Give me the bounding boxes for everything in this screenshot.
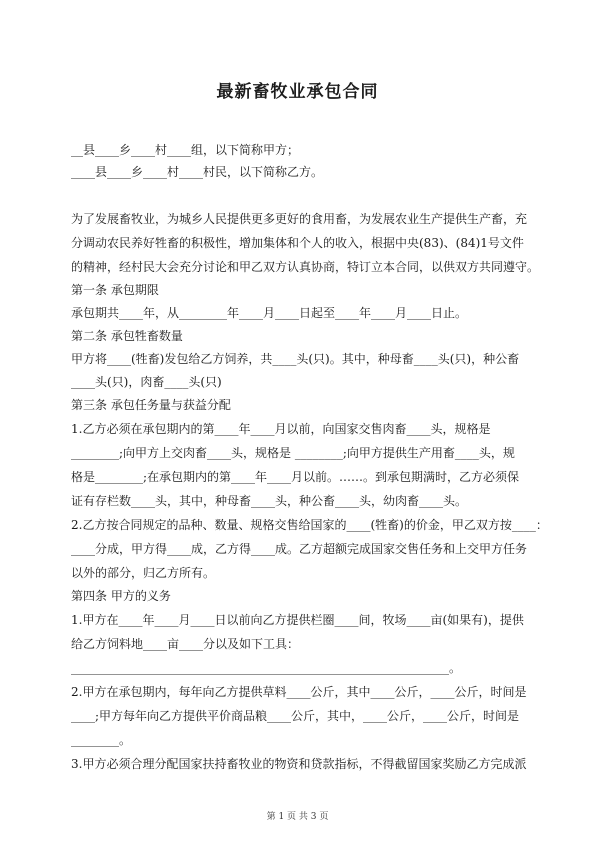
- article-text-line: 1.甲方在____年____月____日以前向乙方提供栏圈____间，牧场____亩(如果有)，提供: [71, 613, 524, 627]
- article-text-line: 3.甲方必须合理分配国家扶持畜牧业的物资和贷款指标，不得截留国家奖励乙方完成派: [71, 757, 527, 771]
- page-number-footer: 第 1 页 共 3 页: [266, 812, 329, 822]
- article-text-line: 甲方将____(牲畜)发包给乙方饲养，共____头(只)。其中，种母畜____头(只)，种公畜: [71, 352, 520, 366]
- article-text-line: ____头(只)，肉畜____头(只): [71, 375, 222, 389]
- article-text-line: 给乙方饲料地____亩____分以及如下工具：: [71, 637, 300, 651]
- article-text-line: 承包期共____年，从________年____月____日起至____年____月____日止。: [71, 306, 468, 320]
- article-heading: 第一条 承包期限: [71, 283, 159, 297]
- party-b-line: ____县____乡____村____村民，以下简称乙方。: [71, 165, 324, 179]
- tools-blank-line: _______________________________________________________________。: [71, 661, 462, 675]
- article-heading: 第二条 承包牲畜数量: [71, 329, 183, 343]
- party-a-line: __县____乡____村____组，以下简称甲方；: [71, 143, 300, 157]
- article-text-line: 1.乙方必须在承包期内的第____年____月以前，向国家交售肉畜____头，规格是: [71, 422, 491, 436]
- article-heading: 第四条 甲方的义务: [71, 589, 171, 603]
- article-text-line: 证有存栏数____头，其中，种母畜____头，种公畜____头，幼肉畜____头。: [71, 494, 468, 508]
- article-heading: 第三条 承包任务量与获益分配: [71, 398, 231, 412]
- article-text-line: 以外的部分，归乙方所有。: [71, 566, 216, 580]
- article-text-line: ________。: [71, 733, 132, 747]
- document-title: 最新畜牧业承包合同: [216, 82, 379, 102]
- article-text-line: ____分成，甲方得____成，乙方得____成。乙方超额完成国家交售任务和上交甲方任务: [71, 542, 528, 556]
- preamble-line: 的精神，经村民大会充分讨论和甲乙双方认真协商，特订立本合同，以供双方共同遵守。: [71, 260, 540, 274]
- article-text-line: ____;甲方每年向乙方提供平价商品粮____公斤，其中，____公斤，____公斤，时间是: [71, 709, 520, 723]
- article-text-line: 2.甲方在承包期内，每年向乙方提供草料____公斤，其中____公斤，____公斤，时间是: [71, 685, 527, 699]
- article-text-line: 格是________;在承包期内的第____年____月以前。……。到承包期满时，乙方必须保: [71, 470, 520, 484]
- preamble-line: 为了发展畜牧业，为城乡人民提供更多更好的食用畜，为发展农业生产提供生产畜，充: [71, 212, 528, 226]
- article-text-line: ________;向甲方上交肉畜____头，规格是 ________;向甲方提供生产用畜____头，规: [71, 446, 515, 460]
- preamble-line: 分调动农民养好牲畜的积极性，增加集体和个人的收入，根据中央(83)、(84)1号文件: [71, 236, 524, 250]
- article-text-line: 2.乙方按合同规定的品种、数量、规格交售给国家的____(牲畜)的价金，甲乙双方按____：: [71, 518, 548, 532]
